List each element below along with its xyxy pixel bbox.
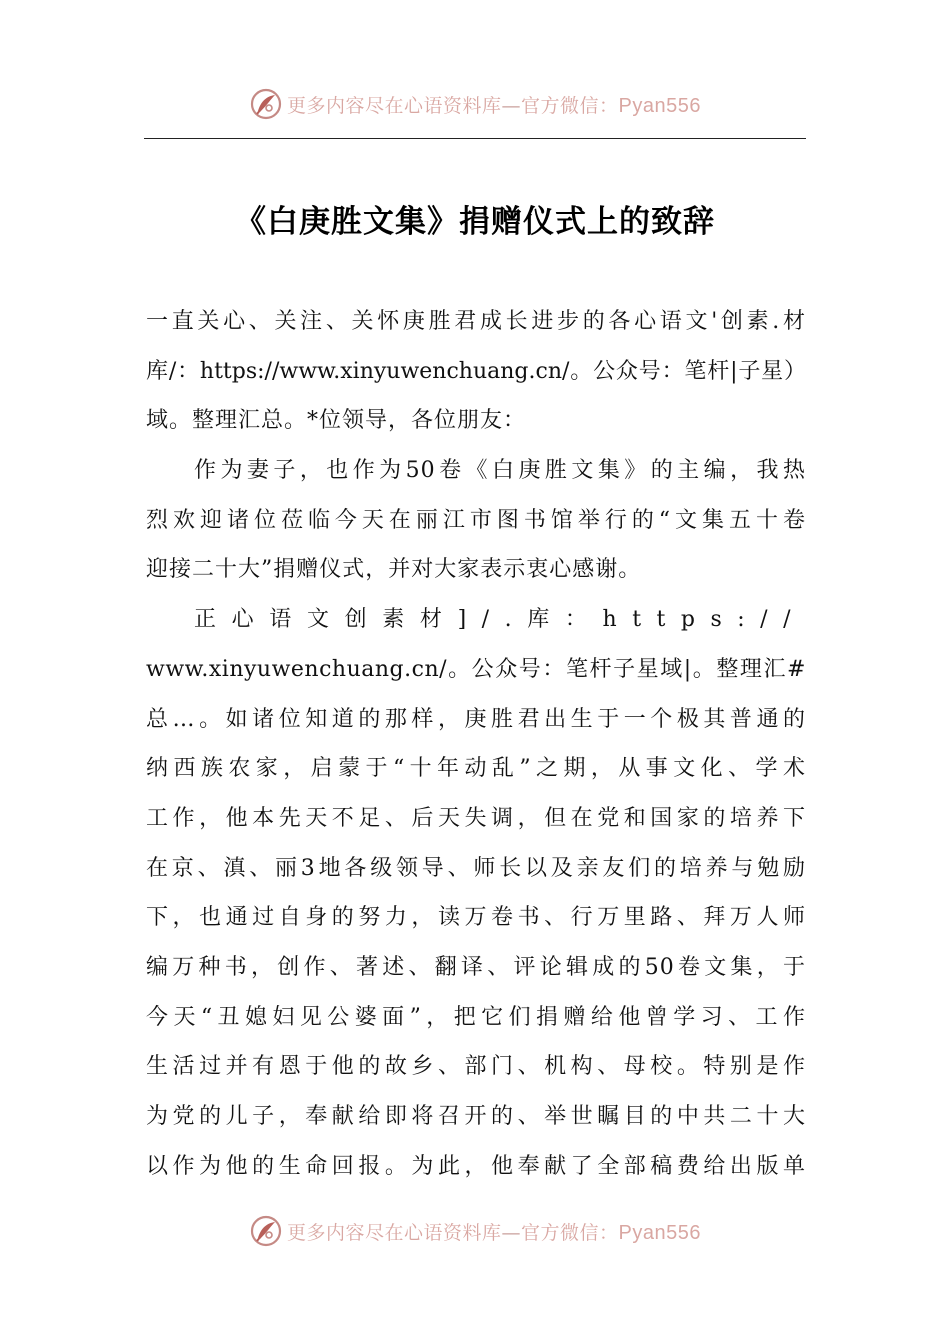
watermark-account: Pyan556 [618,1221,701,1244]
watermark-main: 更多内容尽在心语资料库 [287,94,502,117]
watermark-text [287,1218,701,1245]
body-line: 以作为他的生命回报。为此，他奉献了全部稿费给出版单 [146,1153,806,1179]
footer-watermark [0,1209,950,1253]
pen-logo-icon [249,87,283,121]
body-line: 迎接二十大”捐赠仪式，并对大家表示衷心感谢。 [146,557,642,583]
watermark-text [287,91,701,118]
body-line: 烈欢迎诸位莅临今天在丽江市图书馆举行的“文集五十卷 [146,507,806,533]
body-line: 域。整理汇总。*位领导，各位朋友： [146,408,527,434]
body-line: 库/：https://www.xinyuwenchuang.cn/。公众号：笔杆|子星） [146,358,806,384]
body-line: 正心语文创素材]/.库：https:// [194,607,806,633]
body-line: www.xinyuwenchuang.cn/。公众号：笔杆子星域|。整理汇# [146,656,806,682]
body-line: 今天“丑媳妇见公婆面”，把它们捐赠给他曾学习、工作 [146,1004,806,1030]
body-line: 生活过并有恩于他的故乡、部门、机构、母校。特别是作 [146,1054,806,1080]
body-line: 编万种书，创作、著述、翻译、评论辑成的50卷文集，于 [146,954,806,980]
header-watermark [0,82,950,126]
body-line: 作为妻子，也作为50卷《白庚胜文集》的主编，我热 [194,458,806,484]
body-line: 总…。如诸位知道的那样，庚胜君出生于一个极其普通的 [146,706,806,732]
pen-logo-icon [249,1214,283,1248]
watermark-suffix: 官方微信： [521,94,619,117]
body-line: 一直关心、关注、关怀庚胜君成长进步的各心语文'创素.材 [146,309,806,334]
watermark-main: 更多内容尽在心语资料库 [287,1221,502,1244]
document-title: 《白庚胜文集》捐赠仪式上的致辞 [235,204,715,240]
document-body [146,297,806,1191]
body-line: 工作，他本先天不足、后天失调，但在党和国家的培养下 [146,805,806,831]
body-line: 下，也通过自身的努力，读万卷书、行万里路、拜万人师 [146,905,806,931]
watermark-separator: — [501,1221,522,1244]
watermark-suffix: 官方微信： [521,1221,619,1244]
body-line: 为党的儿子，奉献给即将召开的、举世瞩目的中共二十大 [146,1104,806,1129]
body-line: 在京、滇、丽3地各级领导、师长以及亲友们的培养与勉励 [146,855,806,881]
header-divider [144,138,806,139]
watermark-separator: — [501,94,522,117]
watermark-account: Pyan556 [618,94,701,117]
body-line: 纳西族农家，启蒙于“十年动乱”之期，从事文化、学术 [146,756,806,782]
